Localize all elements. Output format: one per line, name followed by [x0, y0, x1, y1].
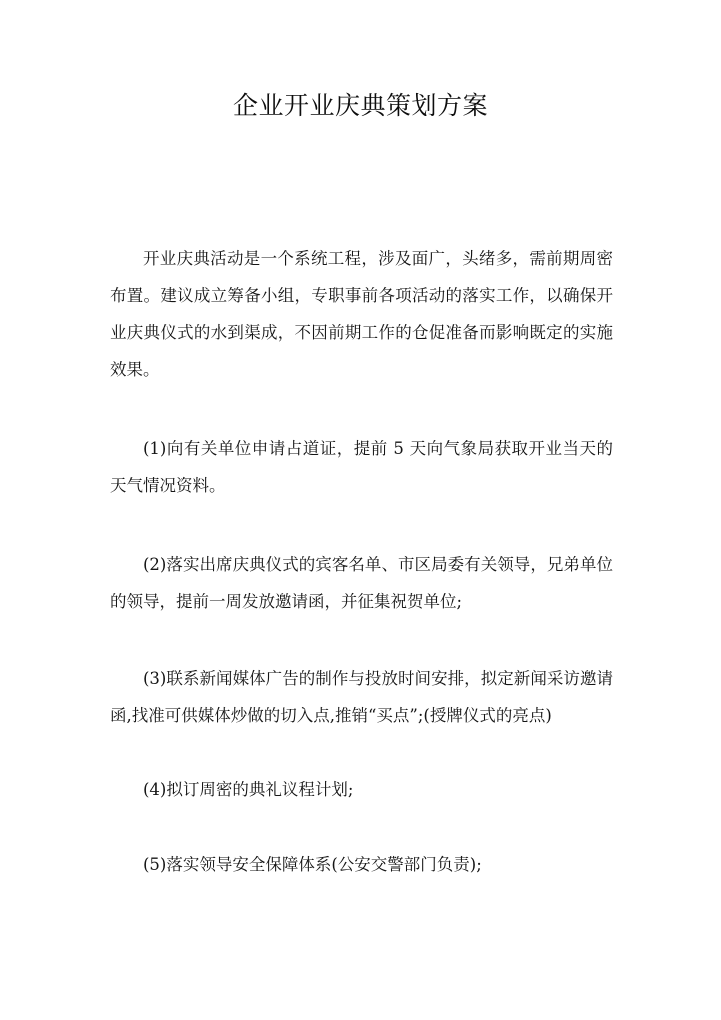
list-item-3: (3)联系新闻媒体广告的制作与投放时间安排，拟定新闻采访邀请函,找准可供媒体炒做的切入点,推销“买点”;(授牌仪式的亮点) [110, 669, 613, 725]
list-item-5: (5)落实领导安全保障体系(公安交警部门负责); [143, 855, 482, 874]
list-item-4: (4)拟订周密的典礼议程计划; [143, 780, 354, 799]
list-item-1: (1)向有关单位申请占道证，提前 5 天向气象局获取开业当天的天气情况资料。 [110, 439, 613, 495]
list-item-2: (2)落实出席庆典仪式的宾客名单、市区局委有关领导，兄弟单位的领导，提前一周发放邀请函，并征集祝贺单位; [110, 555, 613, 611]
document-title: 企业开业庆典策划方案 [232, 91, 488, 120]
intro-paragraph: 开业庆典活动是一个系统工程，涉及面广，头绪多，需前期周密布置。建议成立筹备小组，专职事前各项活动的落实工作，以确保开业庆典仪式的水到渠成，不因前期工作的仓促准备而影响既定的实施效果。 [110, 249, 613, 379]
